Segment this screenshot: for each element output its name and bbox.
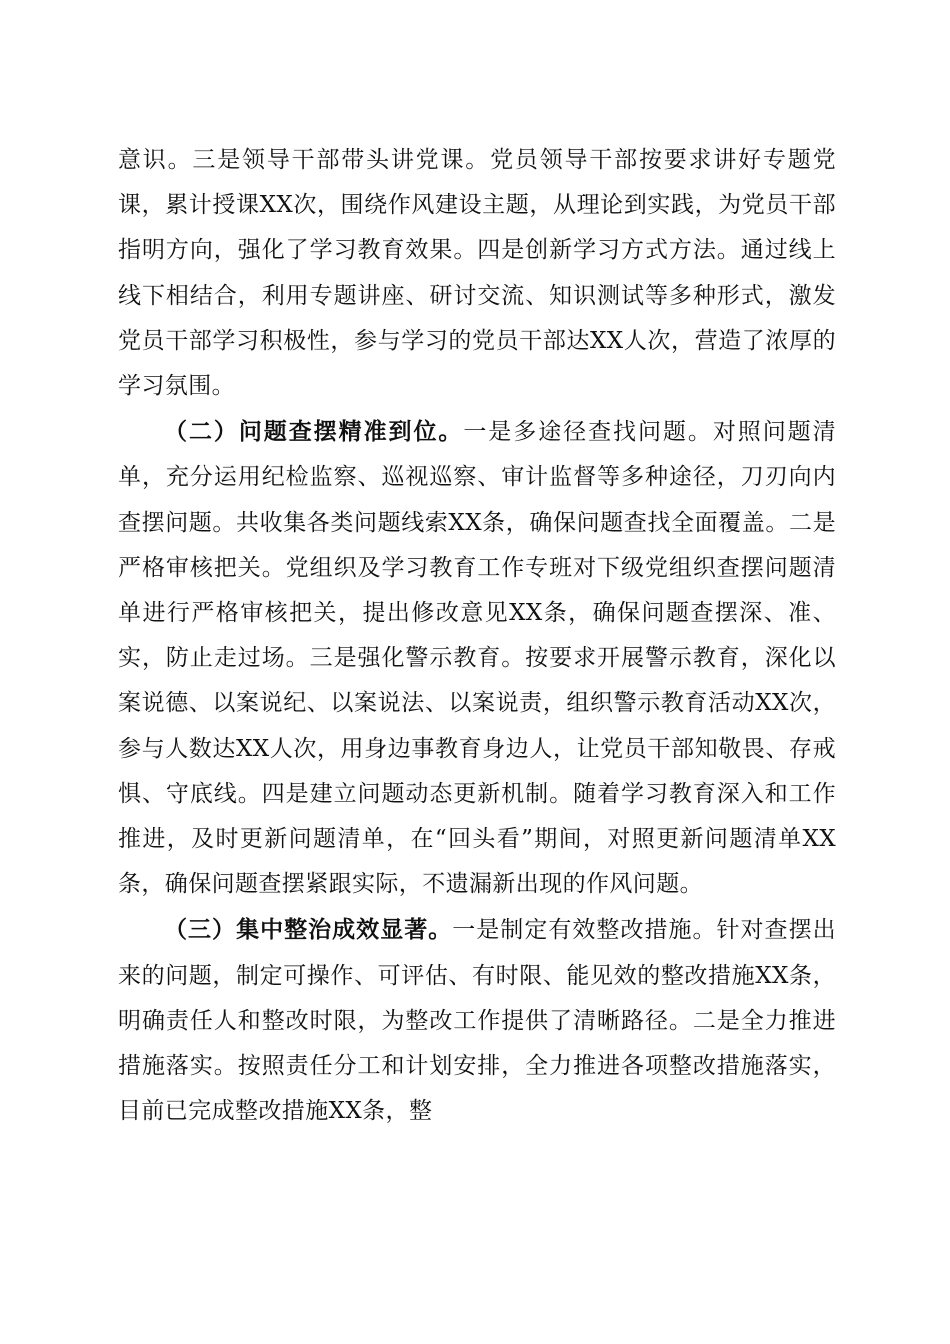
paragraph-text: 意识。三是领导干部带头讲党课。党员领导干部按要求讲好专题党课，累计授课XX次，围绕作风建设主题，从理论到实践，为党员干部指明方向，强化了学习教育效果。四是创新学习方式方法。通过线上线下相结合，利用专题讲座、研讨交流、知识测试等多种形式，激发党员干部学习积极性，参与学习的党员干部达XX人次，营造了浓厚的学习氛围。 [118,147,836,400]
paragraph-text: 一是多途径查找问题。对照问题清单，充分运用纪检监察、巡视巡察、审计监督等多种途径，刀刃向内查摆问题。共收集各类问题线索XX条，确保问题查找全面覆盖。二是严格审核把关。党组织及学习教育工作专班对下级党组织查摆问题清单进行严格审核把关，提出修改意见XX条，确保问题查摆深、准、实，防止走过场。三是强化警示教育。按要求开展警示教育，深化以案说德、以案说纪、以案说法、以案说责，组织警示教育活动XX次，参与人数达XX人次，用身边事教育身边人，让党员干部知敬畏、存戒惧、守底线。四是建立问题动态更新机制。随着学习教育深入和工作推进，及时更新问题清单，在“回头看”期间，对照更新问题清单XX条，确保问题查摆紧跟实际，不遗漏新出现的作风问题。 [118,419,836,898]
section-heading-rectification: （三）集中整治成效显著。 [164,916,453,944]
paragraph-problem-finding [118,409,836,907]
paragraph-continuation [118,138,836,409]
document-body [118,138,836,1134]
paragraph-rectification [118,907,836,1134]
section-heading-problem-finding: （二）问题查摆精准到位。 [164,418,464,446]
paragraph-text: 一是制定有效整改措施。针对查摆出来的问题，制定可操作、可评估、有时限、能见效的整改措施XX条，明确责任人和整改时限，为整改工作提供了清晰路径。二是全力推进措施落实。按照责任分工和计划安排，全力推进各项整改措施落实，目前已完成整改措施XX条，整 [118,917,836,1125]
